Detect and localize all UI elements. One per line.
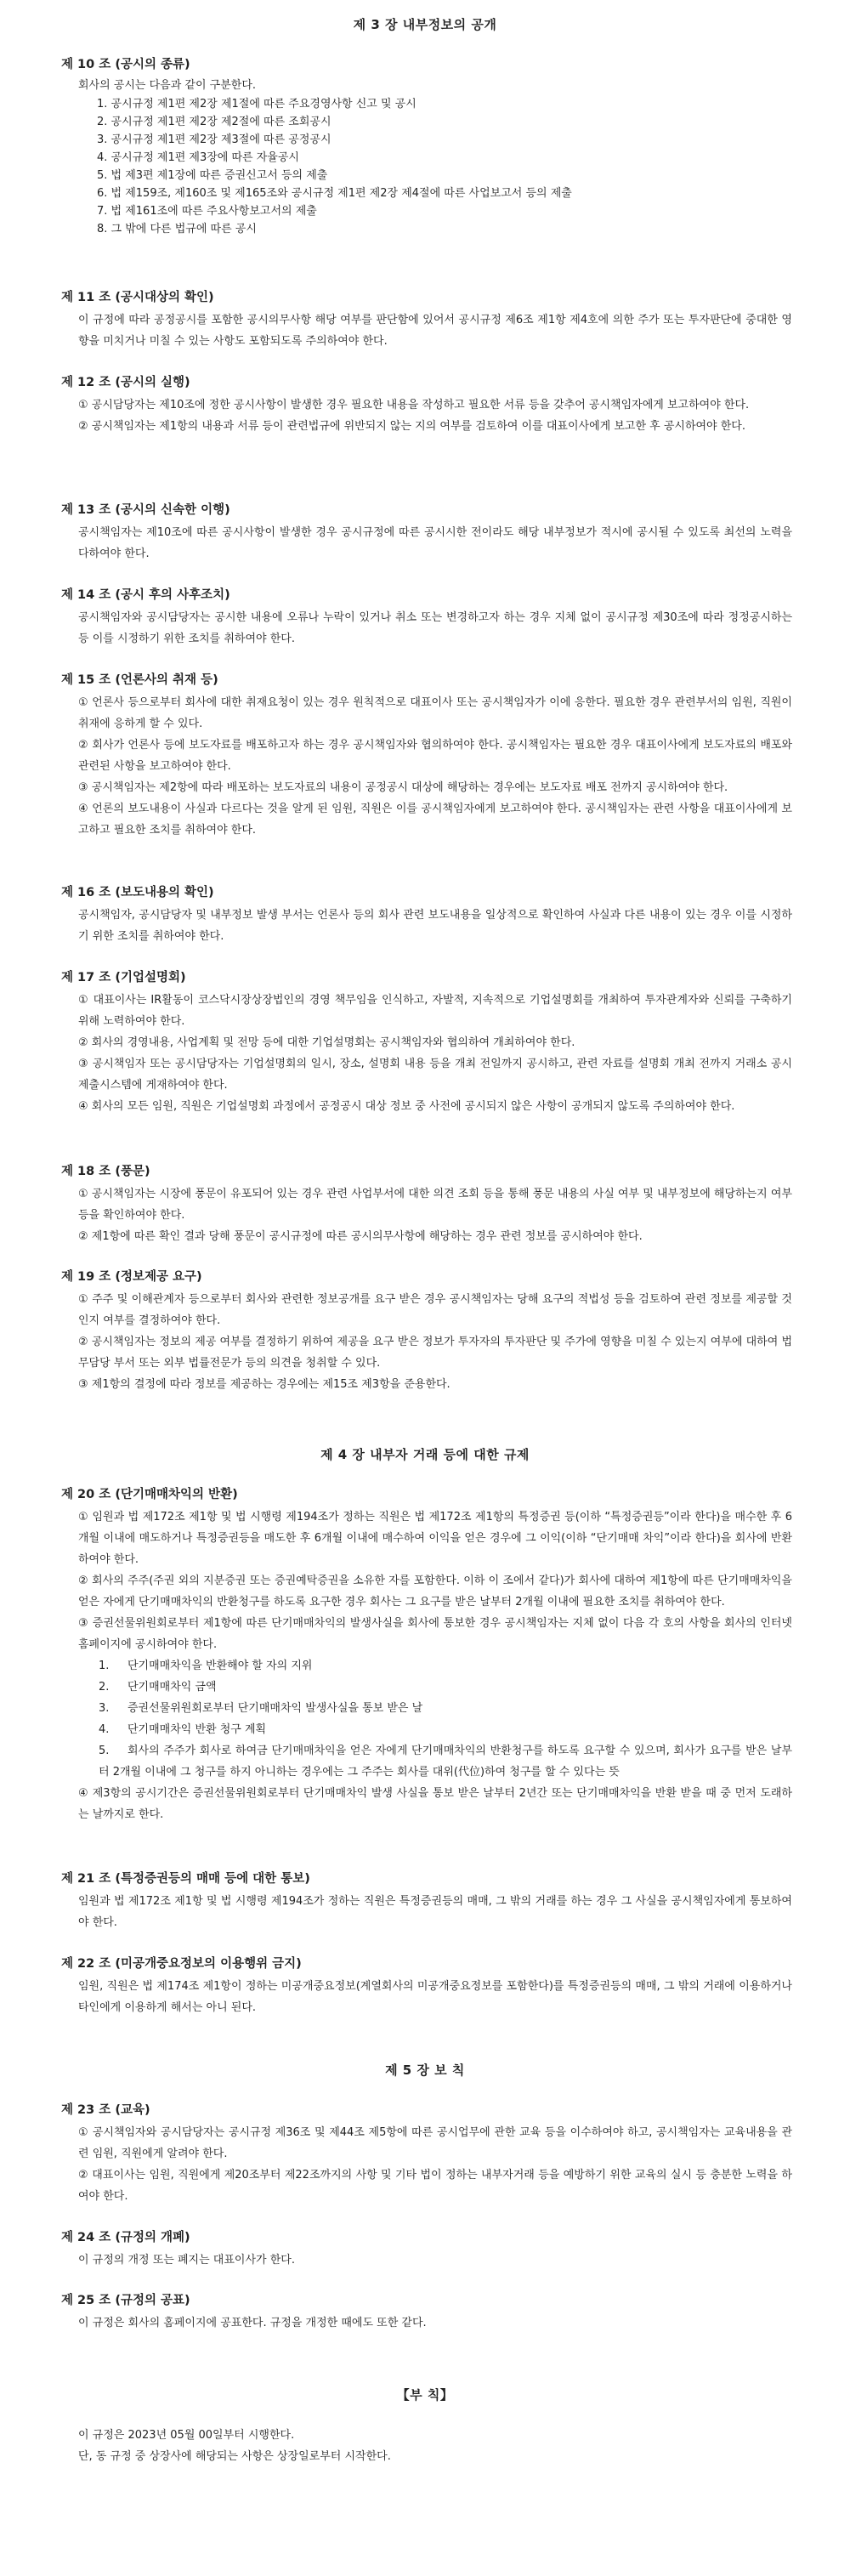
article-24-text: 이 규정의 개정 또는 폐지는 대표이사가 한다.: [78, 2254, 295, 2267]
article-22-title: 제 22 조 (미공개중요정보의 이용행위 금지): [61, 1957, 302, 1971]
article-18: [61, 1163, 792, 1247]
article-12-title: 제 12 조 (공시의 실행): [61, 376, 190, 389]
article-22: [61, 1955, 792, 2018]
list-item: 1. 공시규정 제1편 제2장 제1절에 따른 주요경영사항 신고 및 공시: [97, 98, 416, 111]
article-25-text: 이 규정은 회사의 홈페이지에 공표한다. 규정을 개정한 때에도 또한 같다.: [78, 2317, 427, 2329]
article-19: [61, 1268, 792, 1395]
article-23-para-1: ① 공시책임자와 공시담당자는 공시규정 제36조 및 제44조 제5항에 따른 공시업무에 관한 교육 등을 이수하여야 하고, 공시책임자는 교육내용을 관련 임원, 직원에게 알려야 한다.: [78, 2126, 792, 2160]
article-13-title: 제 13 조 (공시의 신속한 이행): [61, 503, 230, 517]
list-item: 3. 공시규정 제1편 제2장 제3절에 따른 공정공시: [97, 133, 332, 146]
list-item: 4. 단기매매차익 반환 청구 계획: [99, 1723, 267, 1736]
list-item: 3. 증권선물위원회로부터 단기매매차익 발생사실을 통보 받은 날: [99, 1702, 423, 1715]
article-21-title: 제 21 조 (특정증권등의 매매 등에 대한 통보): [61, 1872, 310, 1886]
article-21: [61, 1870, 792, 1933]
list-item: 5. 회사의 주주가 회사로 하여금 단기매매차익을 얻은 자에게 단기매매차익의 반환청구를 하도록 요구할 수 있으며, 회사가 요구를 받은 날부터 2개월 이내에 그 청구를 하지 아니하는 경우에는 그 주주는 회사를 대위(代位)하여 청구를 할 수 있다는 뜻: [99, 1745, 792, 1779]
annex-line-1: 이 규정은 2023년 05월 00일부터 시행한다.: [78, 2429, 295, 2442]
article-16-text: 공시책임자, 공시담당자 및 내부정보 발생 부서는 언론사 등의 회사 관련 보도내용을 일상적으로 확인하여 사실과 다른 내용이 있는 경우 이를 시정하기 위한 조치를 취하여야 한다.: [78, 909, 792, 943]
article-19-para-2: ② 공시책임자는 정보의 제공 여부를 결정하기 위하여 제공을 요구 받은 정보가 투자자의 투자판단 및 주가에 영향을 미칠 수 있는지 여부에 대하여 법무담당 부서 또는 외부 법률전문가 등의 의견을 청취할 수 있다.: [78, 1336, 792, 1370]
article-21-text: 임원과 법 제172조 제1항 및 법 시행령 제194조가 정하는 직원은 특정증권등의 매매, 그 밖의 거래를 하는 경우 그 사실을 공시책임자에게 통보하여야 한다.: [78, 1895, 792, 1929]
article-24: [61, 2229, 792, 2271]
list-item: 4. 공시규정 제1편 제3장에 따른 자율공시: [97, 151, 299, 164]
article-16: [61, 884, 792, 947]
article-20: [61, 1486, 792, 1825]
article-15-para-2: ② 회사가 언론사 등에 보도자료를 배포하고자 하는 경우 공시책임자와 협의하여야 한다. 공시책임자는 필요한 경우 대표이사에게 보도자료의 배포와 관련된 사항을 보고하여야 한다.: [78, 739, 792, 773]
article-23-title: 제 23 조 (교육): [61, 2103, 150, 2117]
article-15-para-1: ① 언론사 등으로부터 회사에 대한 취재요청이 있는 경우 원칙적으로 대표이사 또는 공시책임자가 이에 응한다. 필요한 경우 관련부서의 임원, 직원이 취재에 응하게 할 수 있다.: [78, 696, 792, 730]
article-12-para-1: ① 공시담당자는 제10조에 정한 공시사항이 발생한 경우 필요한 내용을 작성하고 필요한 서류 등을 갖추어 공시책임자에게 보고하여야 한다.: [78, 399, 750, 411]
article-22-text: 임원, 직원은 법 제174조 제1항이 정하는 미공개중요정보(계열회사의 미공개중요정보를 포함한다)를 특정증권등의 매매, 그 밖의 거래에 이용하거나 타인에게 이용하게 해서는 아니 된다.: [78, 1980, 792, 2014]
annex-line-2: 단, 동 규정 중 상장사에 해당되는 사항은 상장일로부터 시작한다.: [78, 2450, 391, 2463]
article-25: [61, 2292, 792, 2334]
article-10-intro: 회사의 공시는 다음과 같이 구분한다.: [78, 79, 257, 92]
article-14: [61, 587, 792, 650]
article-20-para-4: ④ 제3항의 공시기간은 증권선물위원회로부터 단기매매차익 발생 사실을 통보 받은 날부터 2년간 또는 단기매매차익을 반환 받을 때 중 먼저 도래하는 날까지로 한다.: [78, 1787, 792, 1821]
article-19-title: 제 19 조 (정보제공 요구): [61, 1270, 202, 1284]
list-item: 7. 법 제161조에 따른 주요사항보고서의 제출: [97, 205, 317, 218]
article-17-para-2: ② 회사의 경영내용, 사업계획 및 전망 등에 대한 기업설명회는 공시책임자와 협의하여 개최하여야 한다.: [78, 1036, 575, 1049]
article-15-para-4: ④ 언론의 보도내용이 사실과 다르다는 것을 알게 된 임원, 직원은 이를 공시책임자에게 보고하여야 한다. 공시책임자는 관련 사항을 대표이사에게 보고하고 필요한 조치를 취하여야 한다.: [78, 803, 792, 837]
article-11-title: 제 11 조 (공시대상의 확인): [61, 291, 214, 304]
list-item: 8. 그 밖에 다른 법규에 따른 공시: [97, 223, 257, 235]
article-19-para-3: ③ 제1항의 결정에 따라 정보를 제공하는 경우에는 제15조 제3항을 준용한다.: [78, 1378, 450, 1391]
article-12: [61, 374, 792, 437]
annex-title: 【부 칙】: [396, 2387, 454, 2403]
article-23: [61, 2102, 792, 2207]
annex-body: [61, 2425, 792, 2467]
article-11: [61, 289, 792, 352]
article-11-text: 이 규정에 따라 공정공시를 포함한 공시의무사항 해당 여부를 판단함에 있어서 공시규정 제6조 제1항 제4호에 의한 주가 또는 투자판단에 중대한 영향을 미치거나 미칠 수 있는 사항도 포함되도록 주의하여야 한다.: [78, 314, 792, 348]
article-20-para-3: ③ 증권선물위원회로부터 제1항에 따른 단기매매차익의 발생사실을 회사에 통보한 경우 공시책임자는 지체 없이 다음 각 호의 사항을 회사의 인터넷 홈페이지에 공시하여야 한다.: [78, 1617, 792, 1651]
article-15-title: 제 15 조 (언론사의 취재 등): [61, 673, 218, 687]
article-15-para-3: ③ 공시책임자는 제2항에 따라 배포하는 보도자료의 내용이 공정공시 대상에 해당하는 경우에는 보도자료 배포 전까지 공시하여야 한다.: [78, 781, 728, 794]
article-20-sublist: [78, 1655, 792, 1783]
article-25-title: 제 25 조 (규정의 공표): [61, 2294, 190, 2307]
article-17: [61, 969, 792, 1117]
article-17-title: 제 17 조 (기업설명회): [61, 971, 186, 984]
article-17-para-4: ④ 회사의 모든 임원, 직원은 기업설명회 과정에서 공정공시 대상 정보 중 사전에 공시되지 않은 사항이 공개되지 않도록 주의하여야 한다.: [78, 1100, 735, 1113]
chapter-5-title: 제 5 장 보 칙: [385, 2063, 465, 2078]
article-18-para-1: ① 공시책임자는 시장에 풍문이 유포되어 있는 경우 관련 사업부서에 대한 의견 조회 등을 통해 풍문 내용의 사실 여부 및 내부정보에 해당하는지 여부 등을 확인하여야 한다.: [78, 1188, 792, 1222]
article-16-title: 제 16 조 (보도내용의 확인): [61, 886, 214, 899]
list-item: 5. 법 제3편 제1장에 따른 증권신고서 등의 제출: [97, 169, 328, 182]
article-18-title: 제 18 조 (풍문): [61, 1165, 150, 1178]
article-23-para-2: ② 대표이사는 임원, 직원에게 제20조부터 제22조까지의 사항 및 기타 법이 정하는 내부자거래 등을 예방하기 위한 교육의 실시 등 충분한 노력을 하여야 한다.: [78, 2169, 792, 2203]
article-20-title: 제 20 조 (단기매매차익의 반환): [61, 1488, 238, 1501]
article-10-list: [97, 95, 792, 238]
chapter-4-title: 제 4 장 내부자 거래 등에 대한 규제: [320, 1447, 530, 1462]
article-19-para-1: ① 주주 및 이해관계자 등으로부터 회사와 관련한 정보공개를 요구 받은 경우 공시책임자는 당해 요구의 적법성 등을 검토하여 관련 정보를 제공할 것인지 여부를 결정하여야 한다.: [78, 1293, 792, 1327]
list-item: 6. 법 제159조, 제160조 및 제165조와 공시규정 제1편 제2장 제4절에 따른 사업보고서 등의 제출: [97, 187, 572, 200]
list-item: 1. 단기매매차익을 반환해야 할 자의 지위: [99, 1660, 313, 1672]
article-20-para-1: ① 임원과 법 제172조 제1항 및 법 시행령 제194조가 정하는 직원은 법 제172조 제1항의 특정증권 등(이하 “특정증권등”이라 한다)을 매수한 후 6개월 이내에 매도하거나 특정증권등을 매도한 후 6개월 이내에 매수하여 이익을 얻은 경우에 그 이익(이하 “단기매매 차익”이라 한다)을 회사에 반환하여야 한다.: [78, 1511, 792, 1566]
list-item: 2. 단기매매차익 금액: [99, 1681, 217, 1694]
article-20-para-2: ② 회사의 주주(주권 외의 지분증권 또는 증권예탁증권을 소유한 자를 포함한다. 이하 이 조에서 같다)가 회사에 대하여 제1항에 따른 단기매매차익을 얻은 자에게 단기매매차익의 반환청구를 하도록 요구한 경우 회사는 그 요구를 받은 날부터 2개월 이내에 필요한 조치를 취하여야 한다.: [78, 1575, 792, 1609]
article-15: [61, 672, 792, 841]
article-10-title: 제 10 조 (공시의 종류): [61, 58, 190, 71]
article-12-para-2: ② 공시책임자는 제1항의 내용과 서류 등이 관련법규에 위반되지 않는 지의 여부를 검토하여 이를 대표이사에게 보고한 후 공시하여야 한다.: [78, 420, 745, 433]
article-13: [61, 502, 792, 565]
article-13-text: 공시책임자는 제10조에 따른 공시사항이 발생한 경우 공시규정에 따른 공시시한 전이라도 해당 내부정보가 적시에 공시될 수 있도록 최선의 노력을 다하여야 한다.: [78, 526, 792, 560]
article-14-text: 공시책임자와 공시담당자는 공시한 내용에 오류나 누락이 있거나 취소 또는 변경하고자 하는 경우 지체 없이 공시규정 제30조에 따라 정정공시하는 등 이를 시정하기 위한 조치를 취하여야 한다.: [78, 611, 792, 645]
article-18-para-2: ② 제1항에 따른 확인 결과 당해 풍문이 공시규정에 따른 공시의무사항에 해당하는 경우 관련 정보를 공시하여야 한다.: [78, 1230, 643, 1243]
list-item: 2. 공시규정 제1편 제2장 제2절에 따른 조회공시: [97, 116, 332, 128]
chapter-3-title: 제 3 장 내부정보의 공개: [353, 17, 497, 32]
article-14-title: 제 14 조 (공시 후의 사후조치): [61, 588, 230, 602]
article-17-para-1: ① 대표이사는 IR활동이 코스닥시장상장법인의 경영 책무임을 인식하고, 자발적, 지속적으로 기업설명회를 개최하여 투자관계자와 신뢰를 구축하기 위해 노력하여야 한다.: [78, 994, 792, 1028]
article-10: [61, 56, 792, 238]
article-17-para-3: ③ 공시책임자 또는 공시담당자는 기업설명회의 일시, 장소, 설명회 내용 등을 개최 전일까지 공시하고, 관련 자료를 설명회 개최 전까지 거래소 공시제출시스템에 게재하여야 한다.: [78, 1058, 792, 1092]
article-24-title: 제 24 조 (규정의 개폐): [61, 2231, 190, 2244]
